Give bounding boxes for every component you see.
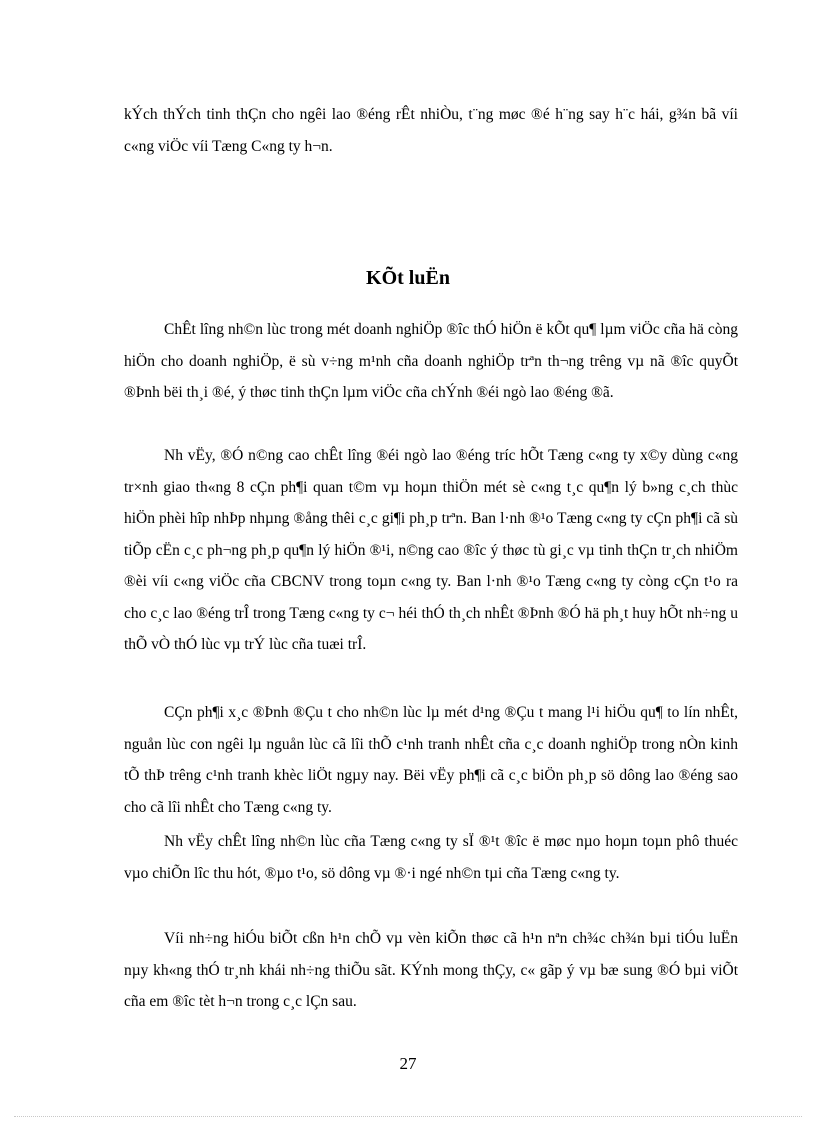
paragraph-5: Víi nh÷ng hiÓu biÕt cßn h¹n chÕ vµ vèn kiÕn thøc cã h¹n nªn ch¾c ch¾n bµi tiÓu luËn nµy kh«ng thÓ tr¸nh khái nh÷ng thiÕu sãt. KÝnh mong thÇy, c« gãp ý vµ bæ sung ®Ó bµi viÕt cña em ®îc tèt h¬n trong c¸c lÇn sau. <box>124 930 738 1010</box>
page-number: 27 <box>399 1054 417 1073</box>
paragraph-3: CÇn ph¶i x¸c ®Þnh ®Çu t cho nh©n lùc lµ mét d¹ng ®Çu t mang l¹i hiÖu qu¶ to lín nhÊt, nguån lùc con ngêi lµ nguån lùc cã lîi thÕ c¹nh tranh nhÊt cña c¸c doanh nghiÖp trong nÒn kinh tÕ thÞ trêng c¹nh tranh khèc liÖt ngµy nay. Bëi vËy ph¶i cã c¸c biÖn ph¸p sö dông lao ®éng sao cho cã lîi nhÊt cho Tæng c«ng ty. <box>124 704 738 816</box>
section-title: KÕt luËn <box>366 267 450 289</box>
intro-paragraph: kÝch thÝch tinh thÇn cho ngêi lao ®éng rÊt nhiÒu, t¨ng møc ®é h¨ng say h¨c hái, g¾n bã víi c«ng viÖc víi Tæng C«ng ty h¬n. <box>124 106 738 155</box>
page-bottom-border <box>14 1116 802 1117</box>
paragraph-4: Nh vËy chÊt lîng nh©n lùc cña Tæng c«ng ty sÏ ®¹t ®îc ë møc nµo hoµn toµn phô thuéc vµo chiÕn lîc thu hót, ®µo t¹o, sö dông vµ ®·i ngé nh©n tµi cña Tæng c«ng ty. <box>124 833 738 882</box>
paragraph-1: ChÊt lîng nh©n lùc trong mét doanh nghiÖp ®îc thÓ hiÖn ë kÕt qu¶ lµm viÖc cña hä còng hiÖn cho doanh nghiÖp, ë sù v÷ng m¹nh cña doanh nghiÖp trªn th¬ng trêng vµ nã ®îc quyÕt ®Þnh bëi th¸i ®é, ý thøc tinh thÇn lµm viÖc cña chÝnh ®éi ngò lao ®éng ®ã. <box>124 321 738 401</box>
paragraph-2: Nh vËy, ®Ó n©ng cao chÊt lîng ®éi ngò lao ®éng tríc hÕt Tæng c«ng ty x©y dùng c«ng tr×nh giao th«ng 8 cÇn ph¶i quan t©m vµ hoµn thiÖn mét sè c«ng t¸c qu¶n lý b»ng c¸ch thùc hiÖn phèi hîp nhÞp nhµng ®ång thêi c¸c gi¶i ph¸p trªn. Ban l·nh ®¹o Tæng c«ng ty cÇn ph¶i cã sù tiÕp cËn c¸c ph¬ng ph¸p qu¶n lý hiÖn ®¹i, n©ng cao ®îc ý thøc tù gi¸c vµ tinh thÇn tr¸ch nhiÖm ®èi víi c«ng viÖc cña CBCNV trong toµn c«ng ty. Ban l·nh ®¹o Tæng c«ng ty còng cÇn t¹o ra cho c¸c lao ®éng trÎ trong Tæng c«ng ty c¬ héi thÓ th¸ch nhÊt ®Þnh ®Ó hä ph¸t huy hÕt nh÷ng u thÕ vÒ thÓ lùc vµ trÝ lùc cña tuæi trÎ. <box>124 447 738 653</box>
